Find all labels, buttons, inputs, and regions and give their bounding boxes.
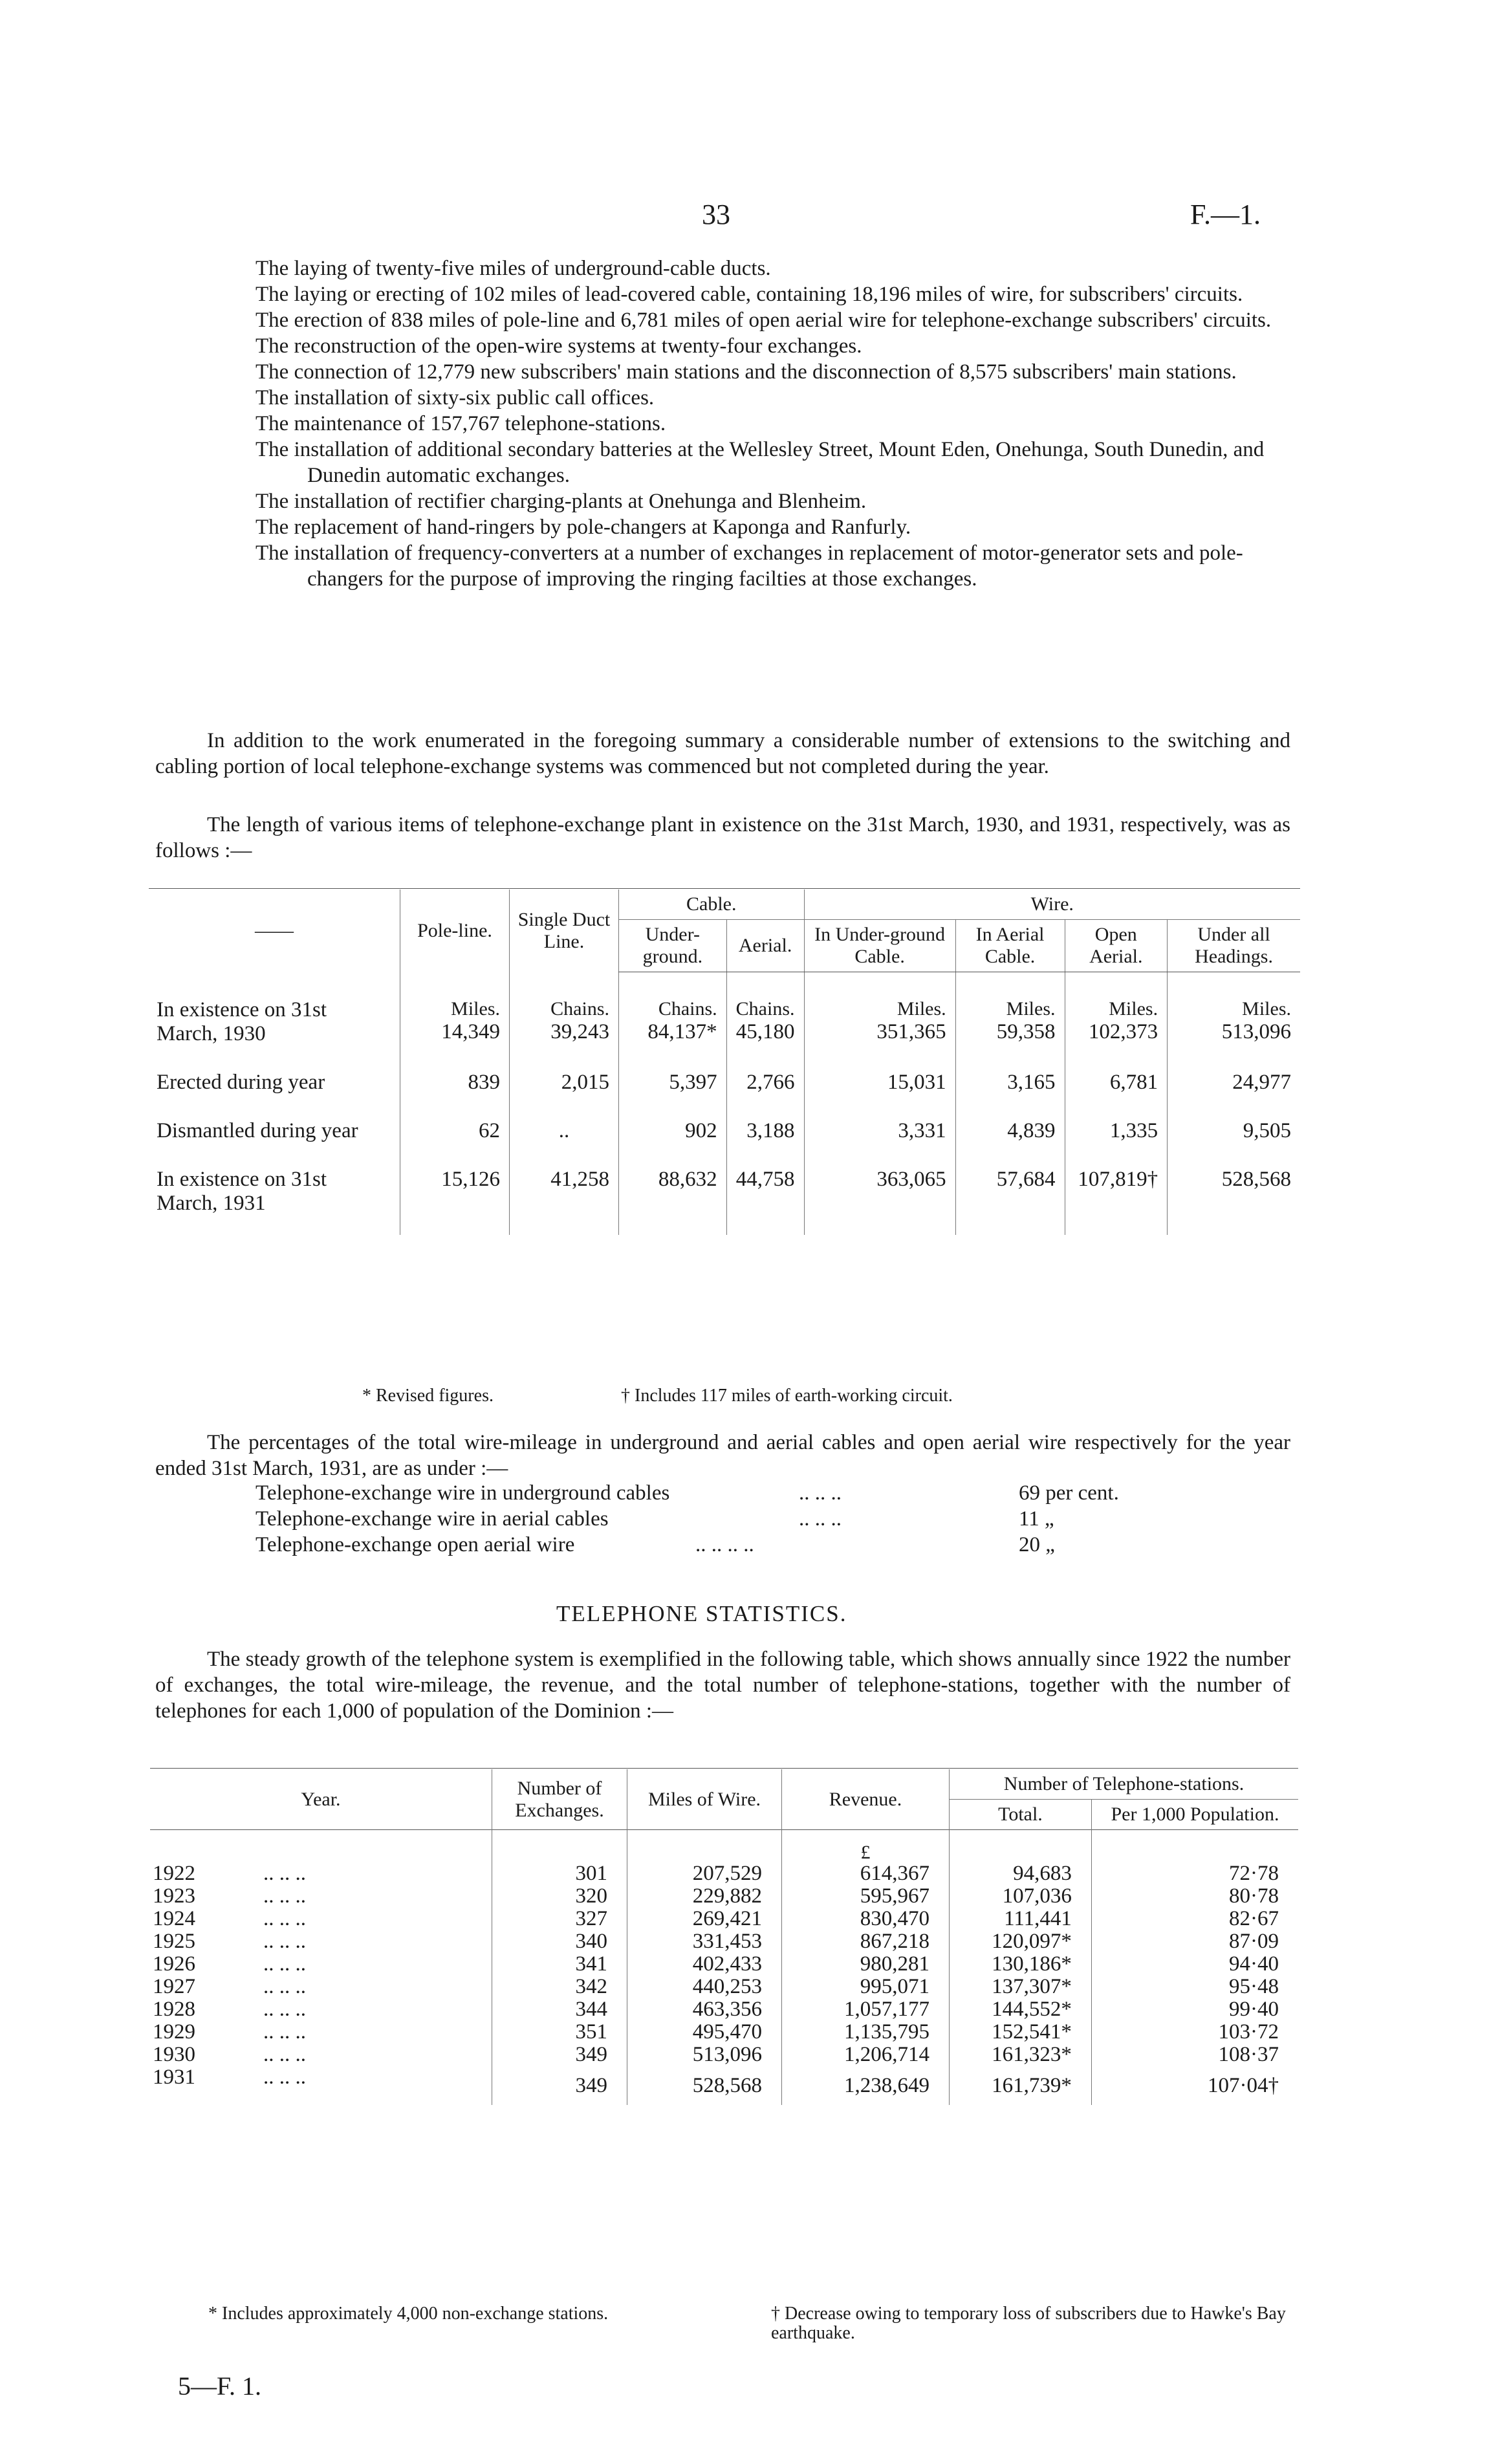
row-label: Dismantled during year [157, 1118, 358, 1142]
table-cell: 6,781 [1065, 1051, 1168, 1100]
telephone-statistics-table [150, 1769, 1298, 2105]
table-cell: 88,632 [619, 1148, 727, 1235]
table-row [150, 1862, 1298, 1885]
row-label: In existence on 31st March, 1930 [157, 998, 327, 1045]
table-cell: 107·04† [1091, 2066, 1298, 2105]
section-heading: TELEPHONE STATISTICS. [556, 1601, 847, 1626]
table-cell: 207,529 [627, 1862, 782, 1885]
table-cell: 62 [400, 1100, 510, 1148]
table-cell: 161,323* [950, 2044, 1092, 2066]
table-cell: 44,758 [726, 1148, 804, 1235]
currency-symbol: £ [782, 1830, 950, 1863]
list-item: The installation of rectifier charging-plants at Onehunga and Blenheim. [255, 490, 867, 513]
footnote-earth-circuit: † Includes 117 miles of earth-working circuit. [621, 1386, 953, 1406]
unit-cell: Chains. 84,137* [619, 972, 727, 1051]
group-cable: Cable. [619, 889, 805, 920]
leader-dots: .. .. .. [799, 1507, 842, 1531]
table-cell: 1,206,714 [782, 2044, 950, 2066]
table-cell: 902 [619, 1100, 727, 1148]
table-cell: 107,819† [1065, 1148, 1168, 1235]
stats-top-rule [150, 1768, 1298, 1769]
col-year: Year. [301, 1788, 341, 1810]
year-cell: 1930 .. .. .. [153, 2043, 306, 2066]
table-cell: 137,307* [950, 1976, 1092, 1998]
col-cable-aerial: Aerial. [726, 920, 804, 972]
table-cell: 342 [492, 1976, 627, 1998]
plant-table [149, 889, 1300, 1235]
group-wire: Wire. [804, 889, 1300, 920]
table-cell: 107,036 [950, 1885, 1092, 1908]
year-cell: 1931 .. .. .. [153, 2066, 306, 2089]
col-cable-underground: Under-ground. [619, 920, 727, 972]
table-cell: 3,188 [726, 1100, 804, 1148]
table-cell: 595,967 [782, 1885, 950, 1908]
col-single-duct: Single Duct Line. [510, 889, 619, 972]
row-label: Erected during year [157, 1070, 325, 1094]
percentage-value: 69 per cent. [1019, 1481, 1119, 1505]
table-row [150, 2021, 1298, 2044]
table-cell: 95·48 [1091, 1976, 1298, 1998]
table-cell: 301 [492, 1862, 627, 1885]
table-cell: 99·40 [1091, 1998, 1298, 2021]
row-label: In existence on 31st March, 1931 [157, 1167, 327, 1215]
page-number: 33 [702, 199, 730, 230]
table-cell: 349 [492, 2066, 627, 2105]
col-wire-open-aerial: Open Aerial. [1065, 920, 1168, 972]
table-cell: 340 [492, 1930, 627, 1953]
table-cell: 1,057,177 [782, 1998, 950, 2021]
table-cell: 80·78 [1091, 1885, 1298, 1908]
footnote-nonexchange: * Includes approximately 4,000 non-exchange stations. [208, 2304, 609, 2324]
table-cell: 102,373 [1088, 1020, 1158, 1043]
year-cell: 1927 .. .. .. [153, 1975, 306, 1998]
table-cell: 2,766 [726, 1051, 804, 1100]
table-row [150, 1885, 1298, 1908]
table-cell: 351 [492, 2021, 627, 2044]
percentage-label: Telephone-exchange wire in underground cables [255, 1481, 670, 1505]
year-cell: 1922 .. .. .. [153, 1862, 306, 1885]
unit-cell: Chains. 39,243 [510, 972, 619, 1051]
table-row [150, 1930, 1298, 1953]
table-cell: 130,186* [950, 1953, 1092, 1976]
table-cell: 111,441 [950, 1908, 1092, 1930]
unit-cell: Miles. 513,096 [1168, 972, 1300, 1051]
paragraph-plant-length: The length of various items of telephone-exchange plant in existence on the 31st March, 1930, and 1931, respectively, was as follows :— [155, 813, 1290, 862]
col-revenue: Revenue. [782, 1769, 950, 1830]
table-cell: 161,739* [950, 2066, 1092, 2105]
leader-dots: .. .. .. .. [695, 1533, 754, 1556]
table-cell: 830,470 [782, 1908, 950, 1930]
table-cell: 363,065 [804, 1148, 955, 1235]
table-cell: 14,349 [441, 1019, 500, 1043]
table-cell: 84,137* [647, 1020, 717, 1043]
footnote-revised: * Revised figures. [362, 1386, 494, 1406]
unit-cell: Miles. 59,358 [955, 972, 1065, 1051]
paragraph-percentages: The percentages of the total wire-mileage in underground and aerial cables and open aerial wire respectively for the year ended 31st March, 1931, are as under :— [155, 1431, 1290, 1480]
col-exchanges: Number of Exchanges. [492, 1769, 627, 1830]
unit-cell: Miles. 351,365 [804, 972, 955, 1051]
percentage-label: Telephone-exchange wire in aerial cables [255, 1507, 609, 1531]
table-cell: 327 [492, 1908, 627, 1930]
table-cell: 867,218 [782, 1930, 950, 1953]
percentage-row [255, 1507, 1226, 1531]
stats-footnotes [150, 2304, 1301, 2343]
table-row [150, 1998, 1298, 2021]
paragraph-extensions: In addition to the work enumerated in the foregoing summary a considerable number of extensions to the switching and cabling portion of local telephone-exchange systems was commenced but not completed during the year. [155, 729, 1290, 778]
table-cell: 103·72 [1091, 2021, 1298, 2044]
table-cell: 45,180 [735, 1020, 795, 1043]
table-cell: 349 [492, 2044, 627, 2066]
table-cell: 402,433 [627, 1953, 782, 1976]
table-cell: 341 [492, 1953, 627, 1976]
percentage-value: 20 „ [1019, 1533, 1055, 1556]
page-signature: 5—F. 1. [178, 2371, 262, 2401]
table-cell: 41,258 [510, 1148, 619, 1235]
year-cell: 1926 .. .. .. [153, 1952, 306, 1976]
table-row [149, 1148, 1300, 1235]
table-cell: 94·40 [1091, 1953, 1298, 1976]
table-row [150, 2066, 1298, 2105]
percentage-value: 11 „ [1019, 1507, 1054, 1531]
table-row [150, 2044, 1298, 2066]
table-cell: 513,096 [627, 2044, 782, 2066]
table-cell: 980,281 [782, 1953, 950, 1976]
table-cell: 440,253 [627, 1976, 782, 1998]
year-cell: 1924 .. .. .. [153, 1907, 306, 1930]
table-cell: 72·78 [1091, 1862, 1298, 1885]
table-row [149, 1051, 1300, 1100]
table-cell: 82·67 [1091, 1908, 1298, 1930]
work-list [255, 256, 1290, 592]
col-wire-underground: In Under-ground Cable. [804, 920, 955, 972]
table-cell: 108·37 [1091, 2044, 1298, 2066]
table-row [150, 1908, 1298, 1930]
col-pole-line: Pole-line. [400, 889, 510, 972]
table-cell: 24,977 [1168, 1051, 1300, 1100]
table-cell: 269,421 [627, 1908, 782, 1930]
list-item: The installation of sixty-six public call offices. [255, 386, 655, 409]
table-cell: 351,365 [876, 1020, 946, 1043]
table-cell: 9,505 [1168, 1100, 1300, 1148]
year-cell: 1923 .. .. .. [153, 1884, 306, 1908]
table-cell: 995,071 [782, 1976, 950, 1998]
unit-cell: Chains. 45,180 [726, 972, 804, 1051]
table-cell: 344 [492, 1998, 627, 2021]
document-reference: F.—1. [1190, 199, 1261, 230]
year-cell: 1929 .. .. .. [153, 2020, 306, 2044]
table-cell: 1,238,649 [782, 2066, 950, 2105]
percentage-row [255, 1533, 1226, 1557]
percentage-row [255, 1481, 1226, 1505]
table-cell: 331,453 [627, 1930, 782, 1953]
table-cell: 15,126 [400, 1148, 510, 1235]
paragraph-growth: The steady growth of the telephone system is exemplified in the following table, which shows annually since 1922 the number of exchanges, the total wire-mileage, the revenue, and the total number of telephone-stations, together with the number of telephones for each 1,000 of population of the Dominion :— [155, 1648, 1290, 1723]
table-top-rule [149, 888, 1300, 889]
table-cell: 3,165 [955, 1051, 1065, 1100]
table-cell: 528,568 [1168, 1148, 1300, 1235]
list-item: The laying or erecting of 102 miles of lead-covered cable, containing 18,196 miles of wire, for subscribers' circuits. [255, 283, 1243, 306]
table-cell: 4,839 [955, 1100, 1065, 1148]
table-cell: 495,470 [627, 2021, 782, 2044]
table-cell: 144,552* [950, 1998, 1092, 2021]
list-item: The installation of additional secondary batteries at the Wellesley Street, Mount Eden, Onehunga, South Dunedin, and Dunedin automatic exchanges. [255, 438, 1265, 487]
list-item: The connection of 12,779 new subscribers' main stations and the disconnection of 8,575 subscribers' main stations. [255, 360, 1237, 384]
table-row [149, 1100, 1300, 1148]
table-cell: 94,683 [950, 1862, 1092, 1885]
table-row [150, 1953, 1298, 1976]
col-miles-wire: Miles of Wire. [627, 1769, 782, 1830]
plant-header-blank: —— [255, 919, 294, 941]
col-wire-aerial-cable: In Aerial Cable. [955, 920, 1065, 972]
table-cell: 152,541* [950, 2021, 1092, 2044]
currency-row [150, 1830, 1298, 1863]
col-total: Total. [950, 1800, 1092, 1830]
list-item: The maintenance of 157,767 telephone-stations. [255, 412, 666, 435]
table-cell: 15,031 [804, 1051, 955, 1100]
list-item: The laying of twenty-five miles of underground-cable ducts. [255, 257, 771, 280]
list-item: The replacement of hand-ringers by pole-changers at Kaponga and Ranfurly. [255, 516, 911, 539]
table-cell: .. [510, 1100, 619, 1148]
col-wire-all: Under all Headings. [1168, 920, 1300, 972]
table-cell: 5,397 [619, 1051, 727, 1100]
table-cell: 320 [492, 1885, 627, 1908]
table-cell: 1,335 [1065, 1100, 1168, 1148]
table-cell: 39,243 [550, 1019, 609, 1043]
table-cell: 463,356 [627, 1998, 782, 2021]
table-row [150, 1976, 1298, 1998]
year-cell: 1925 .. .. .. [153, 1930, 306, 1953]
footnote-decrease: † Decrease owing to temporary loss of subscribers due to Hawke's Bay earthquake. [771, 2304, 1286, 2343]
table-cell: 59,358 [996, 1020, 1056, 1043]
table-cell: 1,135,795 [782, 2021, 950, 2044]
unit-cell: Miles. 102,373 [1065, 972, 1168, 1051]
table-cell: 513,096 [1221, 1020, 1291, 1043]
list-item: The installation of frequency-converters at a number of exchanges in replacement of motor-generator sets and pole-changers for the purpose of improving the ringing facilties at those exchanges. [255, 541, 1243, 591]
table-cell: 3,331 [804, 1100, 955, 1148]
col-per-1000: Per 1,000 Population. [1091, 1800, 1298, 1830]
unit-cell: Miles. 14,349 [400, 972, 510, 1051]
percentage-label: Telephone-exchange open aerial wire [255, 1533, 575, 1556]
table-cell: 87·09 [1091, 1930, 1298, 1953]
table-cell: 528,568 [627, 2066, 782, 2105]
group-stations: Number of Telephone-stations. [950, 1769, 1299, 1800]
table-cell: 614,367 [782, 1862, 950, 1885]
table-cell: 57,684 [955, 1148, 1065, 1235]
list-item: The reconstruction of the open-wire systems at twenty-four exchanges. [255, 334, 862, 358]
table-cell: 120,097* [950, 1930, 1092, 1953]
table-row [149, 972, 1300, 1051]
table-cell: 229,882 [627, 1885, 782, 1908]
table-cell: 839 [400, 1051, 510, 1100]
year-cell: 1928 .. .. .. [153, 1998, 306, 2021]
table-cell: 2,015 [510, 1051, 619, 1100]
list-item: The erection of 838 miles of pole-line and 6,781 miles of open aerial wire for telephone-exchange subscribers' circuits. [255, 309, 1272, 332]
leader-dots: .. .. .. [799, 1481, 842, 1505]
